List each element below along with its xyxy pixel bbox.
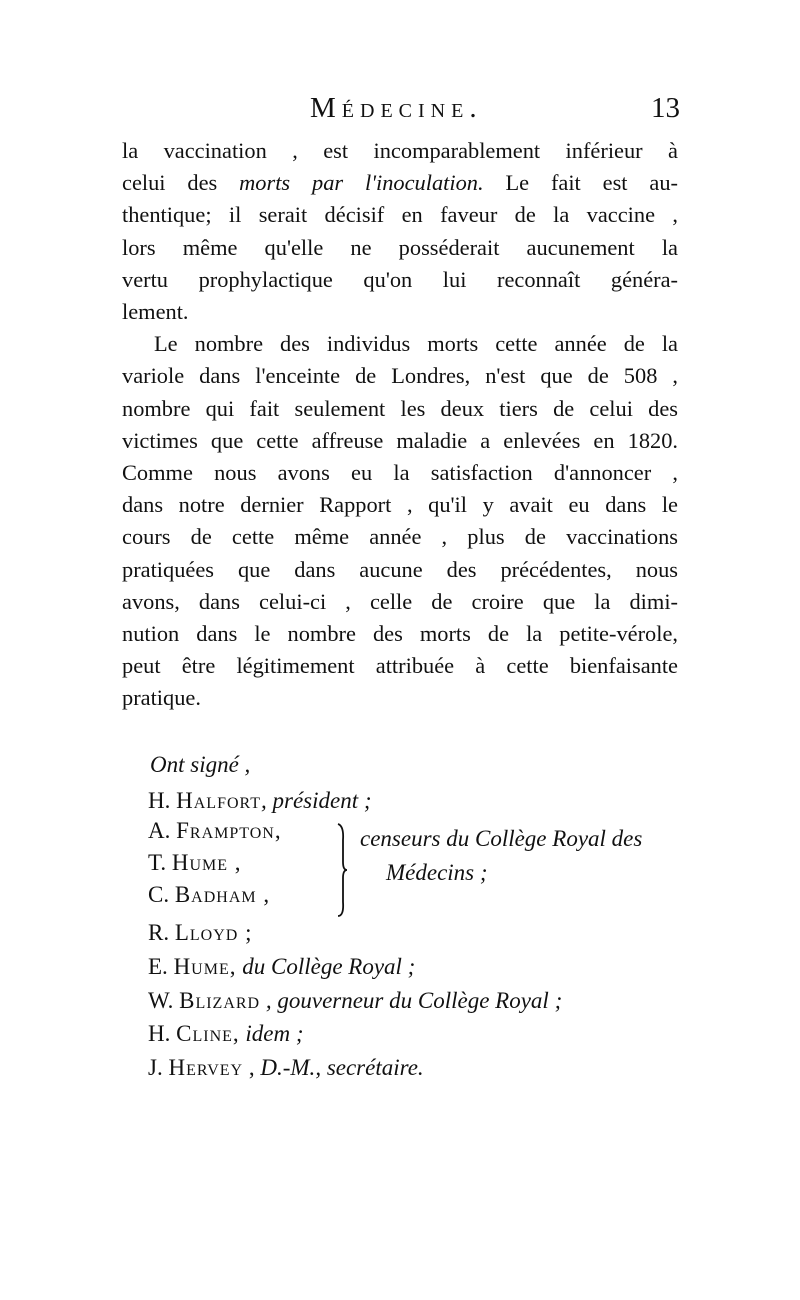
signatory-badham [148, 882, 270, 908]
signatory-lloyd [148, 920, 252, 946]
signatory-name: Hume , [171, 850, 242, 875]
text-line: pratiquées que dans aucune des précédentes, nous [122, 556, 678, 582]
text-line: la vaccination , est incomparablement inférieur à [122, 138, 678, 163]
text-line: lors même qu'elle ne posséderait aucunement la [122, 234, 678, 260]
signatory-role: , président ; [261, 788, 372, 813]
signatory-initial: R. [148, 920, 170, 945]
signatory-name: Lloyd ; [174, 920, 253, 945]
text-line: cours de cette même année , plus de vaccinations [122, 524, 678, 550]
signatory-name: Frampton, [176, 818, 282, 843]
text-line: nution dans le nombre des morts de la petite-vérole, [122, 621, 678, 647]
signatory-blizard [148, 988, 562, 1014]
signatory-cline [148, 1021, 304, 1047]
signatory-initial: C. [148, 882, 170, 907]
signatory-degree: D.-M. [260, 1055, 316, 1080]
signatory-hervey [148, 1055, 424, 1081]
signature-intro: Ont signé , [150, 752, 251, 777]
text-line: peut être légitimement attribuée à cette bienfaisante [122, 653, 678, 679]
text-line: vertu prophylactique qu'on lui reconnaît généra- [122, 266, 678, 292]
curly-brace-icon [336, 822, 348, 918]
signatory-frampton [148, 818, 282, 844]
signatory-halfort [148, 788, 372, 814]
text-line: avons, dans celui-ci , celle de croire que la dimi- [122, 588, 678, 614]
body-text [122, 135, 678, 715]
signatory-role: , gouverneur du Collège Royal ; [260, 988, 563, 1013]
signatory-initial: E. [148, 954, 168, 979]
signatory-initial: A. [148, 818, 171, 843]
signatory-name: Blizard [179, 988, 261, 1013]
signatory-name: Cline, [176, 1021, 240, 1046]
text-line: Comme nous avons eu la satisfaction d'annoncer , [122, 460, 678, 486]
censeurs-group [148, 818, 708, 918]
text-line: dans notre dernier Rapport , qu'il y avait eu dans le [122, 492, 678, 518]
censeurs-role-line1: censeurs du Collège Royal des [360, 826, 643, 851]
signatory-name: Hume, [173, 954, 237, 979]
text-line: Le nombre des individus morts cette année de la [154, 331, 678, 357]
signatory-name: Halfort [176, 788, 262, 813]
text-line: nombre qui fait seulement les deux tiers de celui des [122, 395, 678, 421]
signatory-role: , secrétaire. [315, 1055, 424, 1080]
text-line: thentique; il serait décisif en faveur de la vaccine , [122, 202, 678, 228]
censeurs-role-line2: Médecins ; [386, 860, 488, 885]
signatory-name: Hervey [168, 1055, 244, 1080]
page-header [120, 92, 680, 132]
signatory-hume-t [148, 850, 242, 876]
signatory-role: idem ; [239, 1021, 304, 1046]
signatory-hume-e [148, 954, 415, 980]
signatory-initial: T. [148, 850, 167, 875]
signatory-role: du Collège Royal ; [236, 954, 416, 979]
page-number: 13 [651, 92, 680, 124]
signatory-initial: J. [148, 1055, 163, 1080]
signatory-name: Badham , [174, 882, 271, 907]
text-line: victimes que cette affreuse maladie a enlevées en 1820. [122, 427, 678, 453]
text-line: lement. [122, 299, 189, 325]
text-line: variole dans l'enceinte de Londres, n'est que de 508 , [122, 363, 678, 389]
text-line: pratique. [122, 685, 201, 711]
signatory-initial: H. [148, 1021, 171, 1046]
running-title: Médecine. [310, 92, 483, 124]
signatory-initial: H. [148, 788, 171, 813]
signatory-initial: W. [148, 988, 174, 1013]
text-line: celui des morts par l'inoculation. Le fait est au- [122, 170, 678, 196]
signatory-separator: , [243, 1055, 261, 1080]
